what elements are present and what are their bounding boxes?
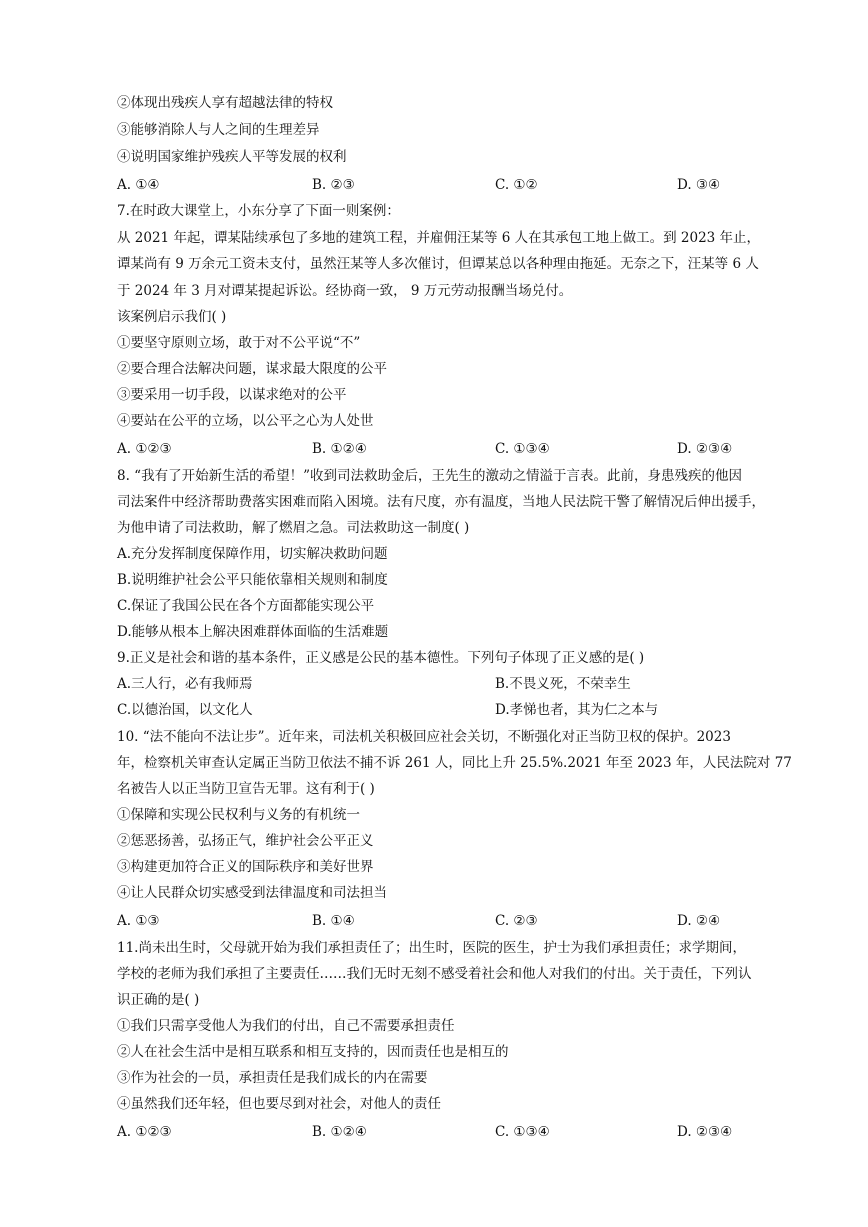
- q11-option-a: A. ①②③: [117, 1124, 172, 1140]
- q11-item-2: ②人在社会生活中是相互联系和相互支持的，因而责任也是相互的: [117, 1044, 509, 1060]
- q10-stem-line-1: 10. “法不能向不法让步”。近年来，司法机关积极回应社会关切，不断强化对正当防卫权的保护。2023: [117, 729, 731, 745]
- q7-item-3: ③要采用一切手段，以谋求绝对的公平: [117, 387, 347, 403]
- q11-stem-line-1: 11.尚未出生时，父母就开始为我们承担责任了；出生时，医院的医生，护士为我们承担责任；求学期间，: [117, 940, 746, 956]
- q7-case-line-2: 谭某尚有 9 万余元工资未支付，虽然汪某等人多次催讨，但谭某总以各种理由拖延。无奈之下，汪某等 6 人: [117, 256, 759, 272]
- q9-option-c: C.以德治国，以文化人: [117, 702, 253, 718]
- q10-item-2: ②惩恶扬善，弘扬正气，维护社会公平正义: [117, 833, 374, 849]
- q8-option-c: C.保证了我国公民在各个方面都能实现公平: [117, 598, 375, 614]
- q11-item-4: ④虽然我们还年轻，但也要尽到对社会，对他人的责任: [117, 1096, 441, 1112]
- q7-option-d: D. ②③④: [677, 441, 733, 457]
- q8-option-a: A.充分发挥制度保障作用，切实解决救助问题: [117, 546, 388, 562]
- q9-option-a: A.三人行，必有我师焉: [117, 676, 253, 692]
- q8-stem-line-2: 司法案件中经济帮助费落实困难而陷入困境。法有尺度，亦有温度，当地人民法院干警了解情况后伸出援手，: [117, 494, 765, 510]
- q7-case-line-1: 从 2021 年起，谭某陆续承包了多地的建筑工程，并雇佣汪某等 6 人在其承包工地上做工。到 2023 年止，: [117, 230, 761, 246]
- q10-item-1: ①保障和实现公民权利与义务的有机统一: [117, 807, 360, 823]
- q6-option-a: A. ①④: [117, 177, 160, 193]
- q7-item-1: ①要坚守原则立场，敢于对不公平说“不”: [117, 335, 361, 351]
- q6-options: [117, 175, 757, 195]
- q9-options-row-2: [117, 700, 757, 720]
- q7-option-c: C. ①③④: [495, 441, 550, 457]
- q11-options: [117, 1122, 757, 1142]
- q10-option-b: B. ①④: [312, 913, 355, 929]
- q7-prompt: 该案例启示我们( ): [117, 309, 227, 325]
- q10-item-4: ④让人民群众切实感受到法律温度和司法担当: [117, 885, 387, 901]
- q9-option-b: B.不畏义死，不荣幸生: [495, 676, 631, 692]
- q10-stem-line-3: 名被告人以正当防卫宣告无罪。这有利于( ): [117, 781, 375, 797]
- q10-option-d: D. ②④: [677, 913, 721, 929]
- q7-option-b: B. ①②④: [312, 441, 367, 457]
- q6-item-3: ③能够消除人与人之间的生理差异: [117, 122, 320, 138]
- q9-option-d: D.孝悌也者，其为仁之本与: [495, 702, 659, 718]
- q7-option-a: A. ①②③: [117, 441, 172, 457]
- q10-item-3: ③构建更加符合正义的国际秩序和美好世界: [117, 859, 374, 875]
- q7-item-4: ④要站在公平的立场，以公平之心为人处世: [117, 413, 374, 429]
- q10-option-c: C. ②③: [495, 913, 538, 929]
- q7-options: [117, 439, 757, 459]
- q9-options-row-1: [117, 674, 757, 694]
- q7-stem: 7.在时政大课堂上，小东分享了下面一则案例：: [117, 203, 400, 219]
- q11-item-3: ③作为社会的一员，承担责任是我们成长的内在需要: [117, 1070, 428, 1086]
- q10-options: [117, 911, 757, 931]
- q9-stem: 9.正义是社会和谐的基本条件，正义感是公民的基本德性。下列句子体现了正义感的是( ): [117, 650, 645, 666]
- q11-stem-line-2: 学校的老师为我们承担了主要责任……我们无时无刻不感受着社会和他人对我们的付出。关于责任，下列认: [117, 966, 752, 982]
- q6-option-b: B. ②③: [312, 177, 355, 193]
- q10-option-a: A. ①③: [117, 913, 160, 929]
- q11-option-d: D. ②③④: [677, 1124, 733, 1140]
- q10-stem-line-2: 年，检察机关审查认定属正当防卫依法不捕不诉 261 人，同比上升 25.5%.2021 年至 2023 年，人民法院对 77: [117, 755, 792, 771]
- q11-item-1: ①我们只需享受他人为我们的付出，自己不需要承担责任: [117, 1018, 455, 1034]
- q8-stem-line-1: 8. “我有了开始新生活的希望！”收到司法救助金后，王先生的激动之情溢于言表。此前，身患残疾的他因: [117, 468, 742, 484]
- q8-option-d: D.能够从根本上解决困难群体面临的生活难题: [117, 624, 389, 640]
- q6-item-2: ②体现出残疾人享有超越法律的特权: [117, 95, 333, 111]
- q11-stem-line-3: 识正确的是( ): [117, 992, 200, 1008]
- q7-case-line-3: 于 2024 年 3 月对谭某提起诉讼。经协商一致， 9 万元劳动报酬当场兑付。: [117, 283, 573, 299]
- q6-option-c: C. ①②: [495, 177, 538, 193]
- q11-option-c: C. ①③④: [495, 1124, 550, 1140]
- q7-item-2: ②要合理合法解决问题，谋求最大限度的公平: [117, 361, 387, 377]
- q6-item-4: ④说明国家维护残疾人平等发展的权利: [117, 149, 347, 165]
- q8-option-b: B.说明维护社会公平只能依靠相关规则和制度: [117, 572, 388, 588]
- q6-option-d: D. ③④: [677, 177, 721, 193]
- q11-option-b: B. ①②④: [312, 1124, 367, 1140]
- q8-stem-line-3: 为他申请了司法救助，解了燃眉之急。司法救助这一制度( ): [117, 520, 470, 536]
